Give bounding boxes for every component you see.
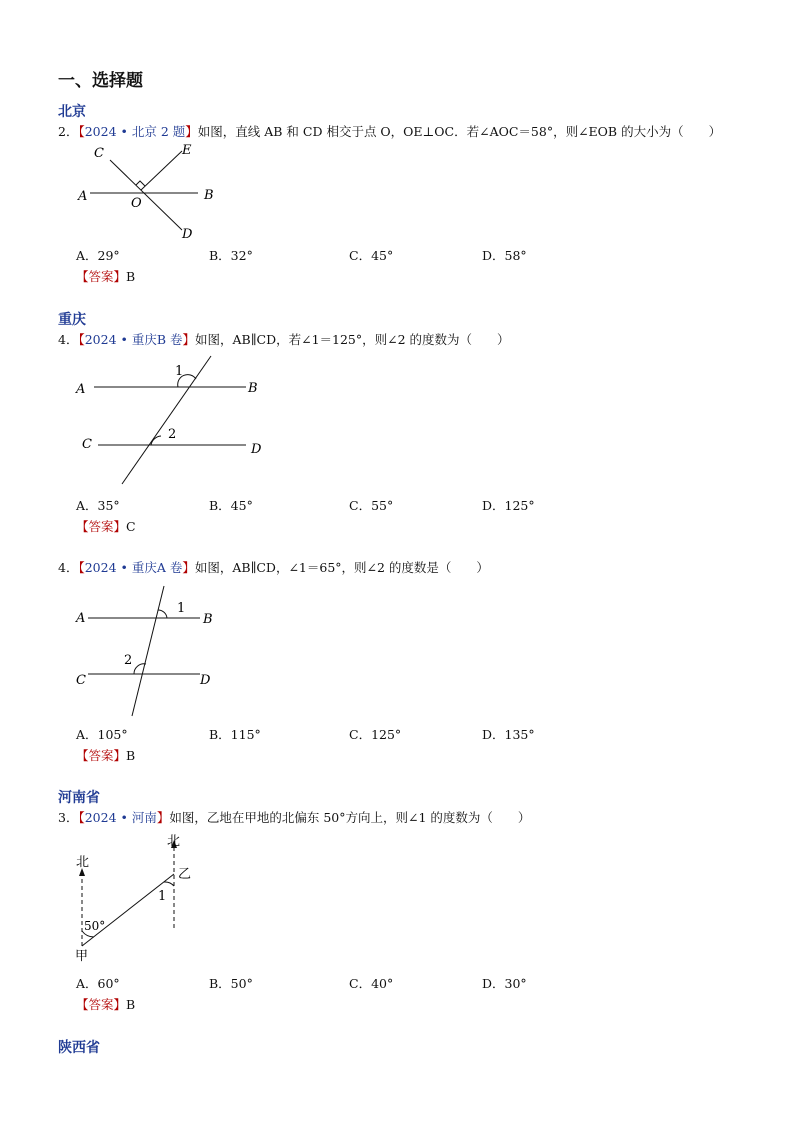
source-bracket-left: 【	[78, 124, 85, 139]
figure-parallel-lines-b	[70, 350, 270, 490]
option-c: C．40°	[349, 976, 394, 991]
angle-1-arc	[158, 610, 167, 618]
figure-intersecting-lines	[70, 140, 230, 245]
label-a: A	[76, 382, 86, 397]
option-b: B．115°	[209, 727, 261, 742]
region-heading-shaanxi: 陕西省	[58, 1040, 100, 1056]
transversal	[122, 356, 211, 484]
question-text: 如图，乙地在甲地的北偏东 50°方向上，则∠1 的度数为（ ）	[169, 810, 531, 825]
question-source: 2024 • 重庆B 卷	[84, 332, 183, 347]
question-text: 如图，AB∥CD，若∠1＝125°，则∠2 的度数为（ ）	[195, 332, 510, 347]
option-c: C．55°	[349, 498, 394, 513]
source-bracket-left: 【	[78, 560, 85, 575]
figure-direction-diagram	[70, 828, 210, 970]
option-b: B．45°	[209, 498, 253, 513]
label-b: B	[203, 612, 213, 627]
question-source: 2024 • 重庆A 卷	[84, 560, 183, 575]
option-a: A．60°	[76, 976, 120, 991]
label-e: E	[182, 143, 192, 158]
ray-oe	[141, 151, 182, 190]
label-c: C	[76, 673, 86, 688]
label-a: A	[76, 611, 86, 626]
label-d: D	[200, 673, 211, 688]
option-c: C．45°	[349, 248, 394, 263]
answer-line	[76, 746, 135, 764]
region-heading-beijing: 北京	[58, 104, 86, 120]
answer-line	[76, 267, 135, 285]
region-heading-chongqing: 重庆	[58, 312, 86, 328]
question-text: 如图，直线 AB 和 CD 相交于点 O，OE⊥OC．若∠AOC＝58°，则∠EOB 的大小为（ ）	[197, 124, 722, 139]
transversal	[132, 586, 164, 716]
answer-label: 【答案】	[76, 748, 127, 763]
question-number: 4．	[58, 560, 79, 575]
question-number: 3．	[58, 810, 79, 825]
yi-label: 乙	[178, 867, 192, 882]
option-d: D．125°	[482, 498, 535, 513]
figure-parallel-lines-a	[70, 578, 230, 723]
answer-label: 【答案】	[76, 997, 127, 1012]
option-b: B．32°	[209, 248, 253, 263]
option-d: D．30°	[482, 976, 527, 991]
question-source: 2024 • 北京 2 题	[84, 124, 186, 139]
option-a: A．29°	[76, 248, 120, 263]
angle-1-arc	[164, 882, 174, 886]
label-b: B	[248, 381, 258, 396]
answer-line	[76, 995, 135, 1013]
source-bracket-left: 【	[78, 810, 85, 825]
source-bracket-left: 【	[78, 332, 85, 347]
angle-2-label: 2	[168, 427, 177, 442]
line-cd	[110, 160, 182, 230]
answer-label: 【答案】	[76, 519, 127, 534]
north-label-left: 北	[76, 855, 90, 870]
source-bracket-right: 】	[185, 124, 198, 139]
angle-2-label: 2	[124, 653, 133, 668]
label-c: C	[94, 146, 104, 161]
label-o: O	[131, 196, 142, 211]
answer-line	[76, 517, 136, 535]
answer-value: C	[126, 519, 136, 534]
angle-1-label: 1	[177, 601, 186, 616]
label-c: C	[82, 437, 92, 452]
answer-value: B	[126, 997, 136, 1012]
question-stem	[58, 122, 721, 140]
label-a: A	[78, 189, 88, 204]
angle-1-label: 1	[158, 889, 167, 904]
option-d: D．58°	[482, 248, 527, 263]
question-source: 2024 • 河南	[84, 810, 157, 825]
label-b: B	[204, 188, 214, 203]
region-heading-henan: 河南省	[58, 790, 100, 806]
option-a: A．35°	[76, 498, 120, 513]
source-bracket-right: 】	[182, 560, 195, 575]
answer-value: B	[126, 269, 136, 284]
answer-value: B	[126, 748, 136, 763]
option-c: C．125°	[349, 727, 402, 742]
angle-2-arc	[151, 436, 161, 445]
question-stem	[58, 330, 510, 348]
label-d: D	[251, 442, 262, 457]
option-d: D．135°	[482, 727, 535, 742]
option-b: B．50°	[209, 976, 253, 991]
question-stem	[58, 808, 530, 826]
right-angle-mark	[136, 181, 145, 186]
question-number: 4．	[58, 332, 79, 347]
source-bracket-right: 】	[182, 332, 196, 347]
jia-label: 甲	[75, 949, 89, 964]
question-stem	[58, 558, 489, 576]
source-bracket-right: 】	[156, 810, 170, 825]
question-number: 2．	[58, 124, 79, 139]
option-a: A．105°	[76, 727, 128, 742]
answer-label: 【答案】	[76, 269, 127, 284]
angle-1-label: 1	[175, 364, 184, 379]
label-d: D	[182, 227, 193, 242]
north-label-right: 北	[167, 834, 181, 849]
connecting-line	[82, 874, 174, 946]
section-title: 一、选择题	[58, 71, 143, 91]
question-text: 如图，AB∥CD，∠1＝65°，则∠2 的度数是（ ）	[194, 560, 489, 575]
angle-50-label: 50°	[84, 919, 106, 933]
